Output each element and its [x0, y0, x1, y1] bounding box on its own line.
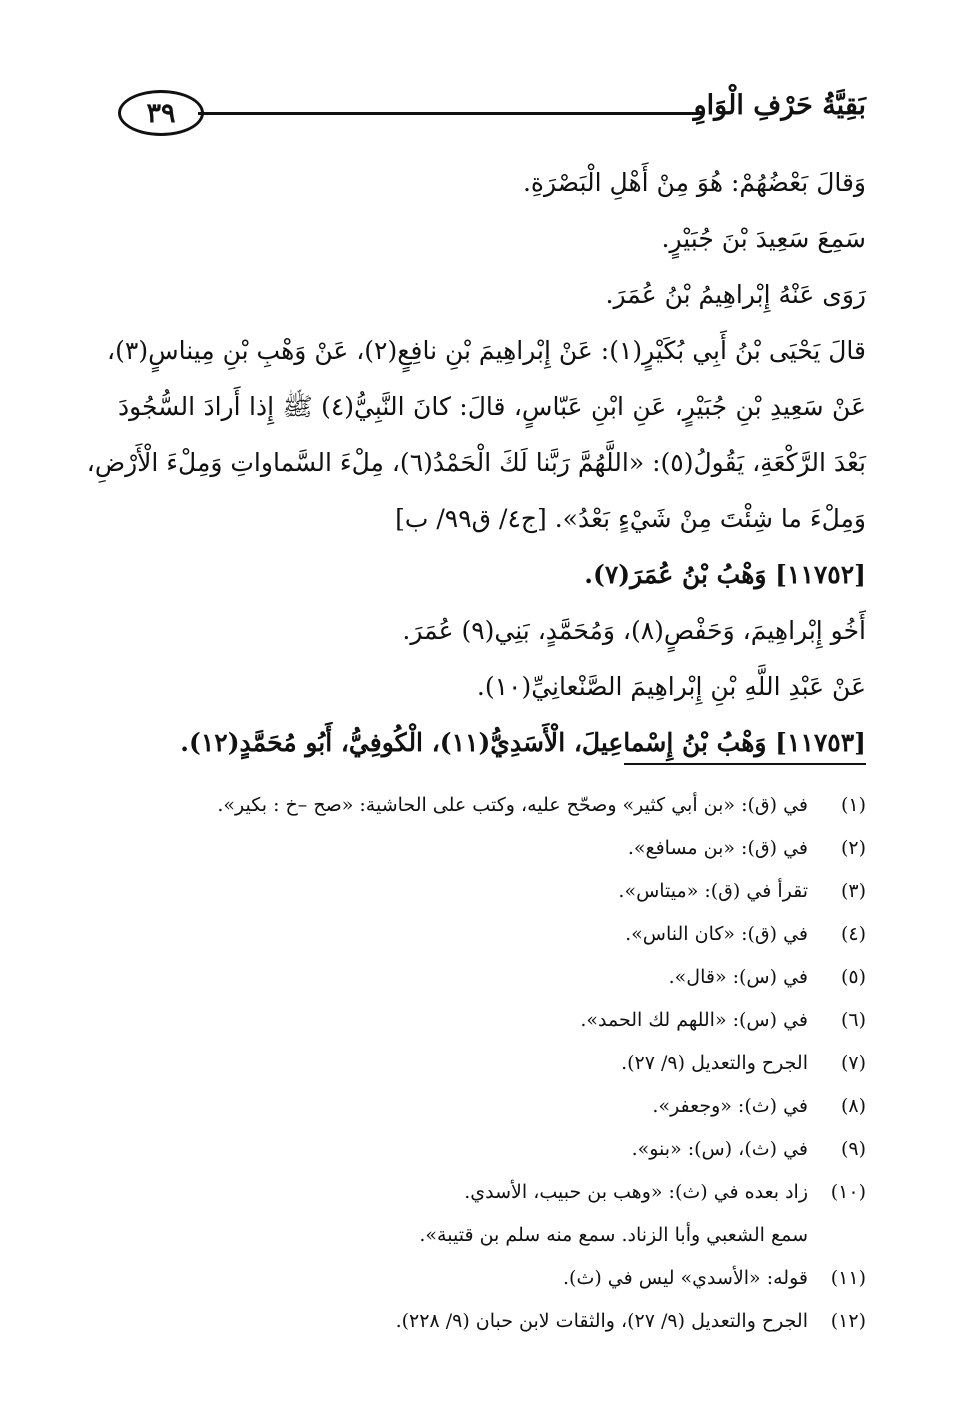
footnote-number: (١) [840, 794, 866, 816]
footnote-number: (٤) [840, 923, 866, 945]
footnote-text: في (س): «قال». [668, 966, 808, 988]
footnote [118, 1260, 866, 1303]
footnote-text: زاد بعده في (ث): «وهب بن حبيب، الأسدي. [464, 1181, 808, 1203]
footnote [118, 1002, 866, 1045]
footnote-number: (٣) [840, 880, 866, 902]
text-line: أَخُو إِبْراهِيمَ، وَحَفْصٍ(٨)، وَمُحَمَّدٍ، بَنِي(٩) عُمَرَ. [402, 616, 866, 645]
footnote-number: (٧) [840, 1052, 866, 1074]
main-text [86, 155, 867, 771]
footnote-number: (٩) [840, 1138, 866, 1160]
footnote-number: (٥) [840, 966, 866, 988]
footnote-text: في (ق): «بن أبي كثير» وصحّح عليه، وكتب على الحاشية: «صح –خ : بكير». [217, 794, 808, 816]
footnote-text: تقرأ في (ق): «ميتاس». [618, 880, 808, 902]
text-line: وَمِلْءَ ما شِئْتَ مِنْ شَيْءٍ بَعْدُ». [ج٤/ ق٩٩/ ب] [395, 504, 866, 533]
text-line: سَمِعَ سَعِيدَ بْنَ جُبَيْرٍ. [661, 224, 866, 253]
text-line: عَنْ عَبْدِ اللَّهِ بْنِ إِبْراهِيمَ الصَّنْعانِيِّ(١٠). [476, 672, 866, 701]
footnote [118, 959, 866, 1002]
footnote-divider [624, 763, 866, 765]
footnote-number: (١٢) [830, 1310, 866, 1332]
footnote-number: (١١) [830, 1267, 866, 1289]
page-header [118, 88, 866, 144]
text-line: قالَ يَحْيَى بْنُ أَبِي بُكَيْرٍ(١): عَنْ إِبْراهِيمَ بْنِ نافِعٍ(٢)، عَنْ وَهْبِ بْنِ مِيناسٍ(٣)، [107, 336, 866, 365]
footnote-text: في (ق): «بن مسافع». [627, 837, 808, 859]
footnote-text: سمع الشعبي وأبا الزناد. سمع منه سلم بن قتيبة». [419, 1224, 808, 1246]
text-line: وَقالَ بَعْضُهُمْ: هُوَ مِنْ أَهْلِ الْبَصْرَةِ. [522, 168, 866, 197]
entry-heading: [١١٧٥٣] وَهْبُ بْنُ إِسْماعِيلَ، الْأَسَدِيُّ(١١)، الْكُوفِيُّ، أَبُو مُحَمَّدٍ(١٢). [180, 728, 866, 757]
footnote-number: (٢) [840, 837, 866, 859]
footnote [118, 830, 866, 873]
footnote [118, 873, 866, 916]
footnote [118, 787, 866, 830]
running-title: بَقِيَّةُ حَرْفِ الْوَاوِ [693, 90, 866, 121]
footnote-text: الجرح والتعديل (٩/ ٢٧)، والثقات لابن حبان (٩/ ٢٢٨). [395, 1310, 808, 1332]
footnote [118, 1131, 866, 1174]
text-line: بَعْدَ الرَّكْعَةِ، يَقُولُ(٥): «اللَّهُمَّ رَبَّنا لَكَ الْحَمْدُ(٦)، مِلْءَ السَّماواتِ وَمِلْءَ الْأَرْضِ، [86, 448, 866, 477]
footnote [118, 1045, 866, 1088]
footnote-number: (٦) [840, 1009, 866, 1031]
footnote [118, 1174, 866, 1217]
page-number: ٣٩ [118, 90, 204, 136]
text-line: عَنْ سَعِيدِ بْنِ جُبَيْرٍ، عَنِ ابْنِ عَبّاسٍ، قالَ: كانَ النَّبِيُّ(٤) ﷺ إِذا أَرادَ السُّجُودَ [118, 392, 867, 421]
footnote-text: في (ث)، (س): «بنو». [631, 1138, 808, 1160]
footnote-text: في (ق): «كان الناس». [625, 923, 808, 945]
footnote [118, 1303, 866, 1346]
text-line: رَوَى عَنْهُ إِبْراهِيمُ بْنُ عُمَرَ. [605, 280, 866, 309]
footnotes [118, 787, 866, 1346]
footnote-continuation [118, 1217, 866, 1260]
footnote-number: (٨) [840, 1095, 866, 1117]
footnote-text: في (س): «اللهم لك الحمد». [580, 1009, 808, 1031]
entry-heading: [١١٧٥٢] وَهْبُ بْنُ عُمَرَ(٧). [584, 560, 866, 589]
footnote-number: (١٠) [830, 1181, 866, 1203]
footnote-text: في (ث): «وجعفر». [652, 1095, 808, 1117]
footnote-text: الجرح والتعديل (٩/ ٢٧). [621, 1052, 808, 1074]
footnote [118, 1088, 866, 1131]
header-rule [198, 112, 701, 115]
footnote-text: قوله: «الأسدي» ليس في (ث). [563, 1267, 808, 1289]
footnote [118, 916, 866, 959]
